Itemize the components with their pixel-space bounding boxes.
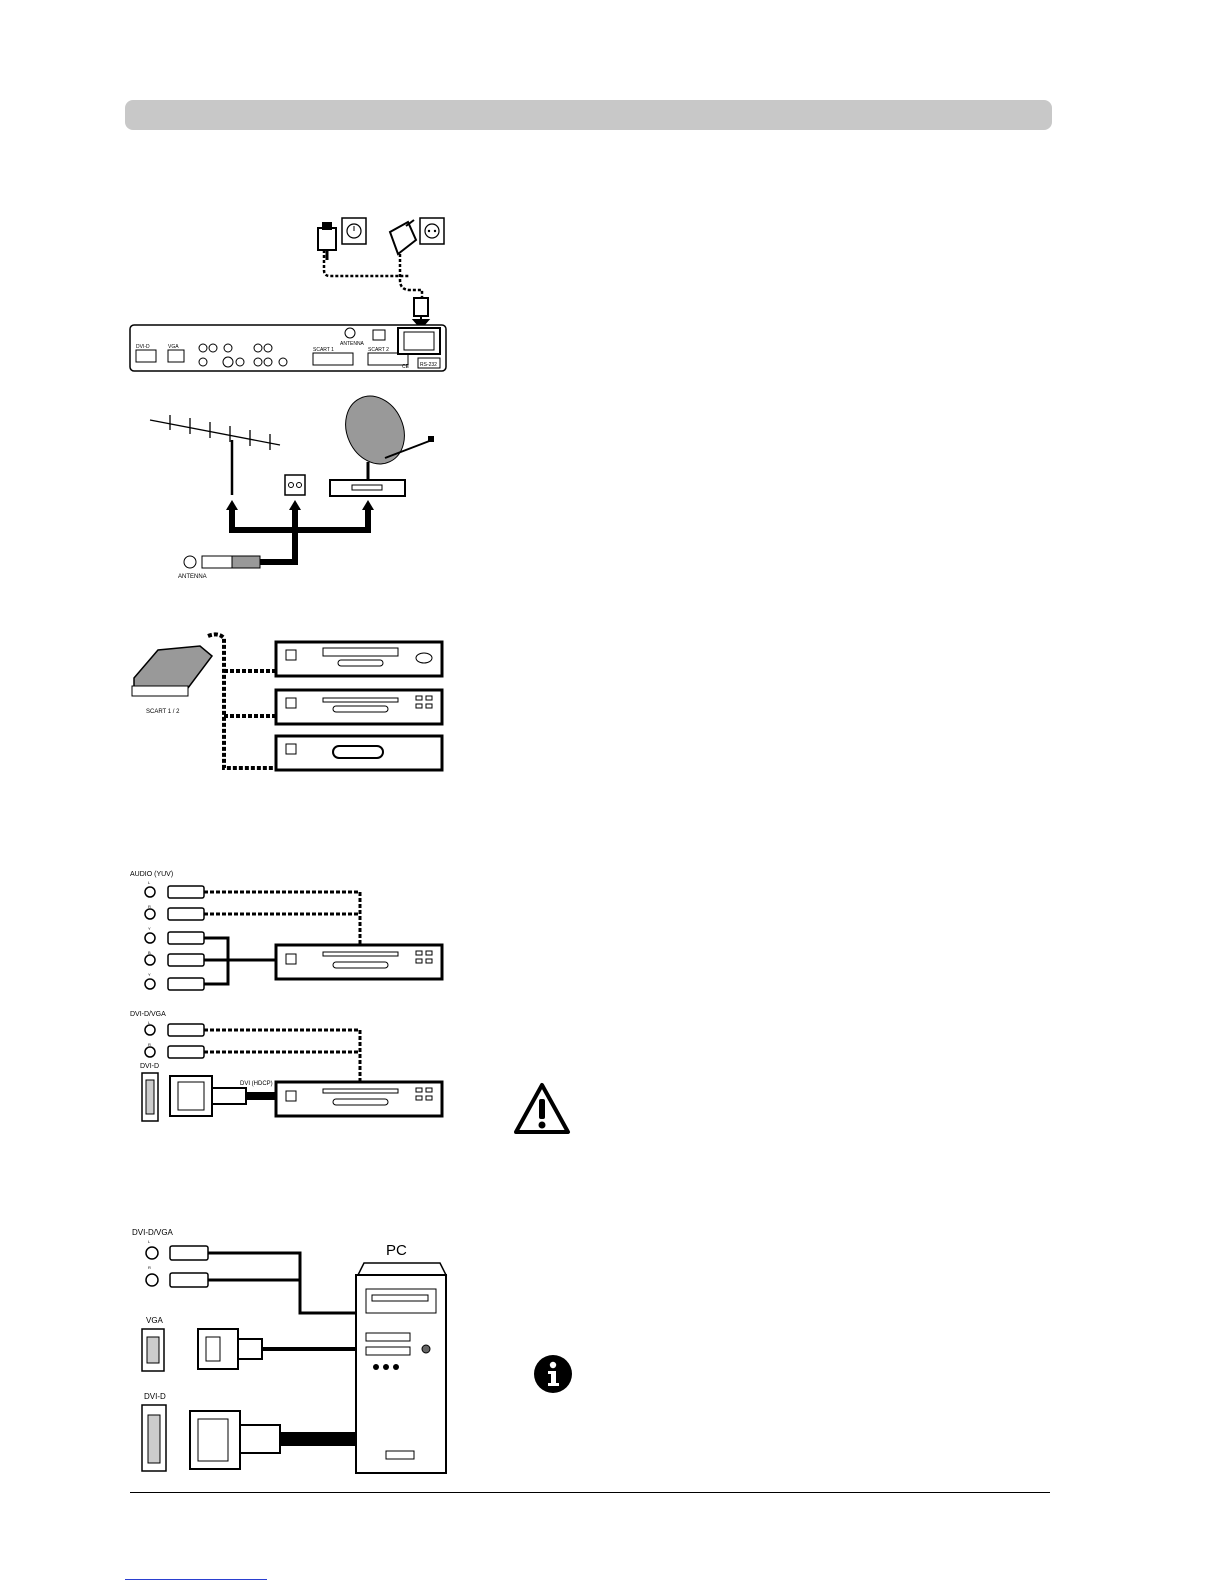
av-dvi-vga-label: DVI-D/VGA — [130, 1011, 166, 1018]
av-dvi-d-label: DVI-D — [140, 1063, 160, 1070]
panel-label-ce: CE — [402, 364, 409, 370]
pc-tower-icon — [356, 1263, 446, 1473]
section-header-bar — [125, 100, 1052, 130]
vga-plug-icon — [198, 1329, 262, 1369]
pc-dvi-port-icon — [142, 1405, 166, 1471]
panel-label-rs232: RS-232 — [420, 362, 437, 368]
uk-socket-icon — [342, 218, 366, 244]
svg-text:L: L — [148, 1020, 151, 1025]
svg-text:Y: Y — [148, 926, 151, 931]
antenna-connector-label: ANTENNA — [178, 574, 207, 580]
audio-yuv-label: AUDIO (YUV) — [130, 871, 174, 878]
dvi-source-device — [276, 1082, 442, 1116]
yuv-source-device — [276, 945, 442, 979]
pc-connection-figure — [128, 1225, 450, 1480]
panel-label-scart1: SCART 1 — [313, 347, 334, 353]
panel-label-antenna: ANTENNA — [340, 341, 364, 347]
power-connection-figure — [128, 210, 458, 375]
bottom-link-underline[interactable] — [125, 1579, 267, 1580]
svg-text:Y: Y — [148, 972, 151, 977]
eu-plug-icon — [390, 220, 416, 254]
warning-icon — [513, 1082, 571, 1136]
tv-antenna-icon — [150, 415, 280, 495]
pc-vga-label: VGA — [146, 1316, 163, 1325]
dvd-player-device — [276, 642, 442, 676]
scart-connector-label: SCART 1 / 2 — [146, 709, 180, 715]
eu-socket-icon — [420, 218, 444, 244]
vga-port-icon — [142, 1329, 164, 1371]
vcr-device — [276, 736, 442, 770]
panel-label-vga: VGA — [168, 344, 179, 350]
wall-socket-icon — [285, 475, 305, 495]
antenna-connection-figure — [140, 390, 450, 585]
scart-connection-figure — [128, 628, 448, 778]
satellite-dish-icon — [330, 386, 434, 496]
dvi-port-icon — [142, 1073, 158, 1121]
svg-text:R: R — [148, 904, 151, 909]
pc-dvi-d-label: DVI-D — [144, 1392, 166, 1401]
rca-plugs-yuv — [168, 886, 204, 990]
svg-text:R: R — [148, 1265, 151, 1270]
svg-text:L: L — [148, 1239, 151, 1244]
av-connection-figure — [128, 868, 450, 1128]
panel-label-dvi: DVI-D — [136, 344, 150, 350]
svg-text:B: B — [148, 950, 151, 955]
pc-dvi-plug-icon — [190, 1411, 356, 1469]
antenna-plug-icon — [184, 556, 260, 568]
svg-text:L: L — [148, 880, 151, 885]
pc-label: PC — [386, 1242, 407, 1259]
scart-plug-icon — [132, 646, 212, 696]
dvi-hdcp-label: DVI (HDCP) — [240, 1081, 273, 1087]
panel-label-scart2: SCART 2 — [368, 347, 389, 353]
footer-rule — [130, 1492, 1050, 1493]
pc-dvi-vga-label: DVI-D/VGA — [132, 1228, 173, 1237]
svg-text:R: R — [148, 1042, 151, 1047]
info-icon — [533, 1354, 573, 1394]
recorder-device — [276, 690, 442, 724]
